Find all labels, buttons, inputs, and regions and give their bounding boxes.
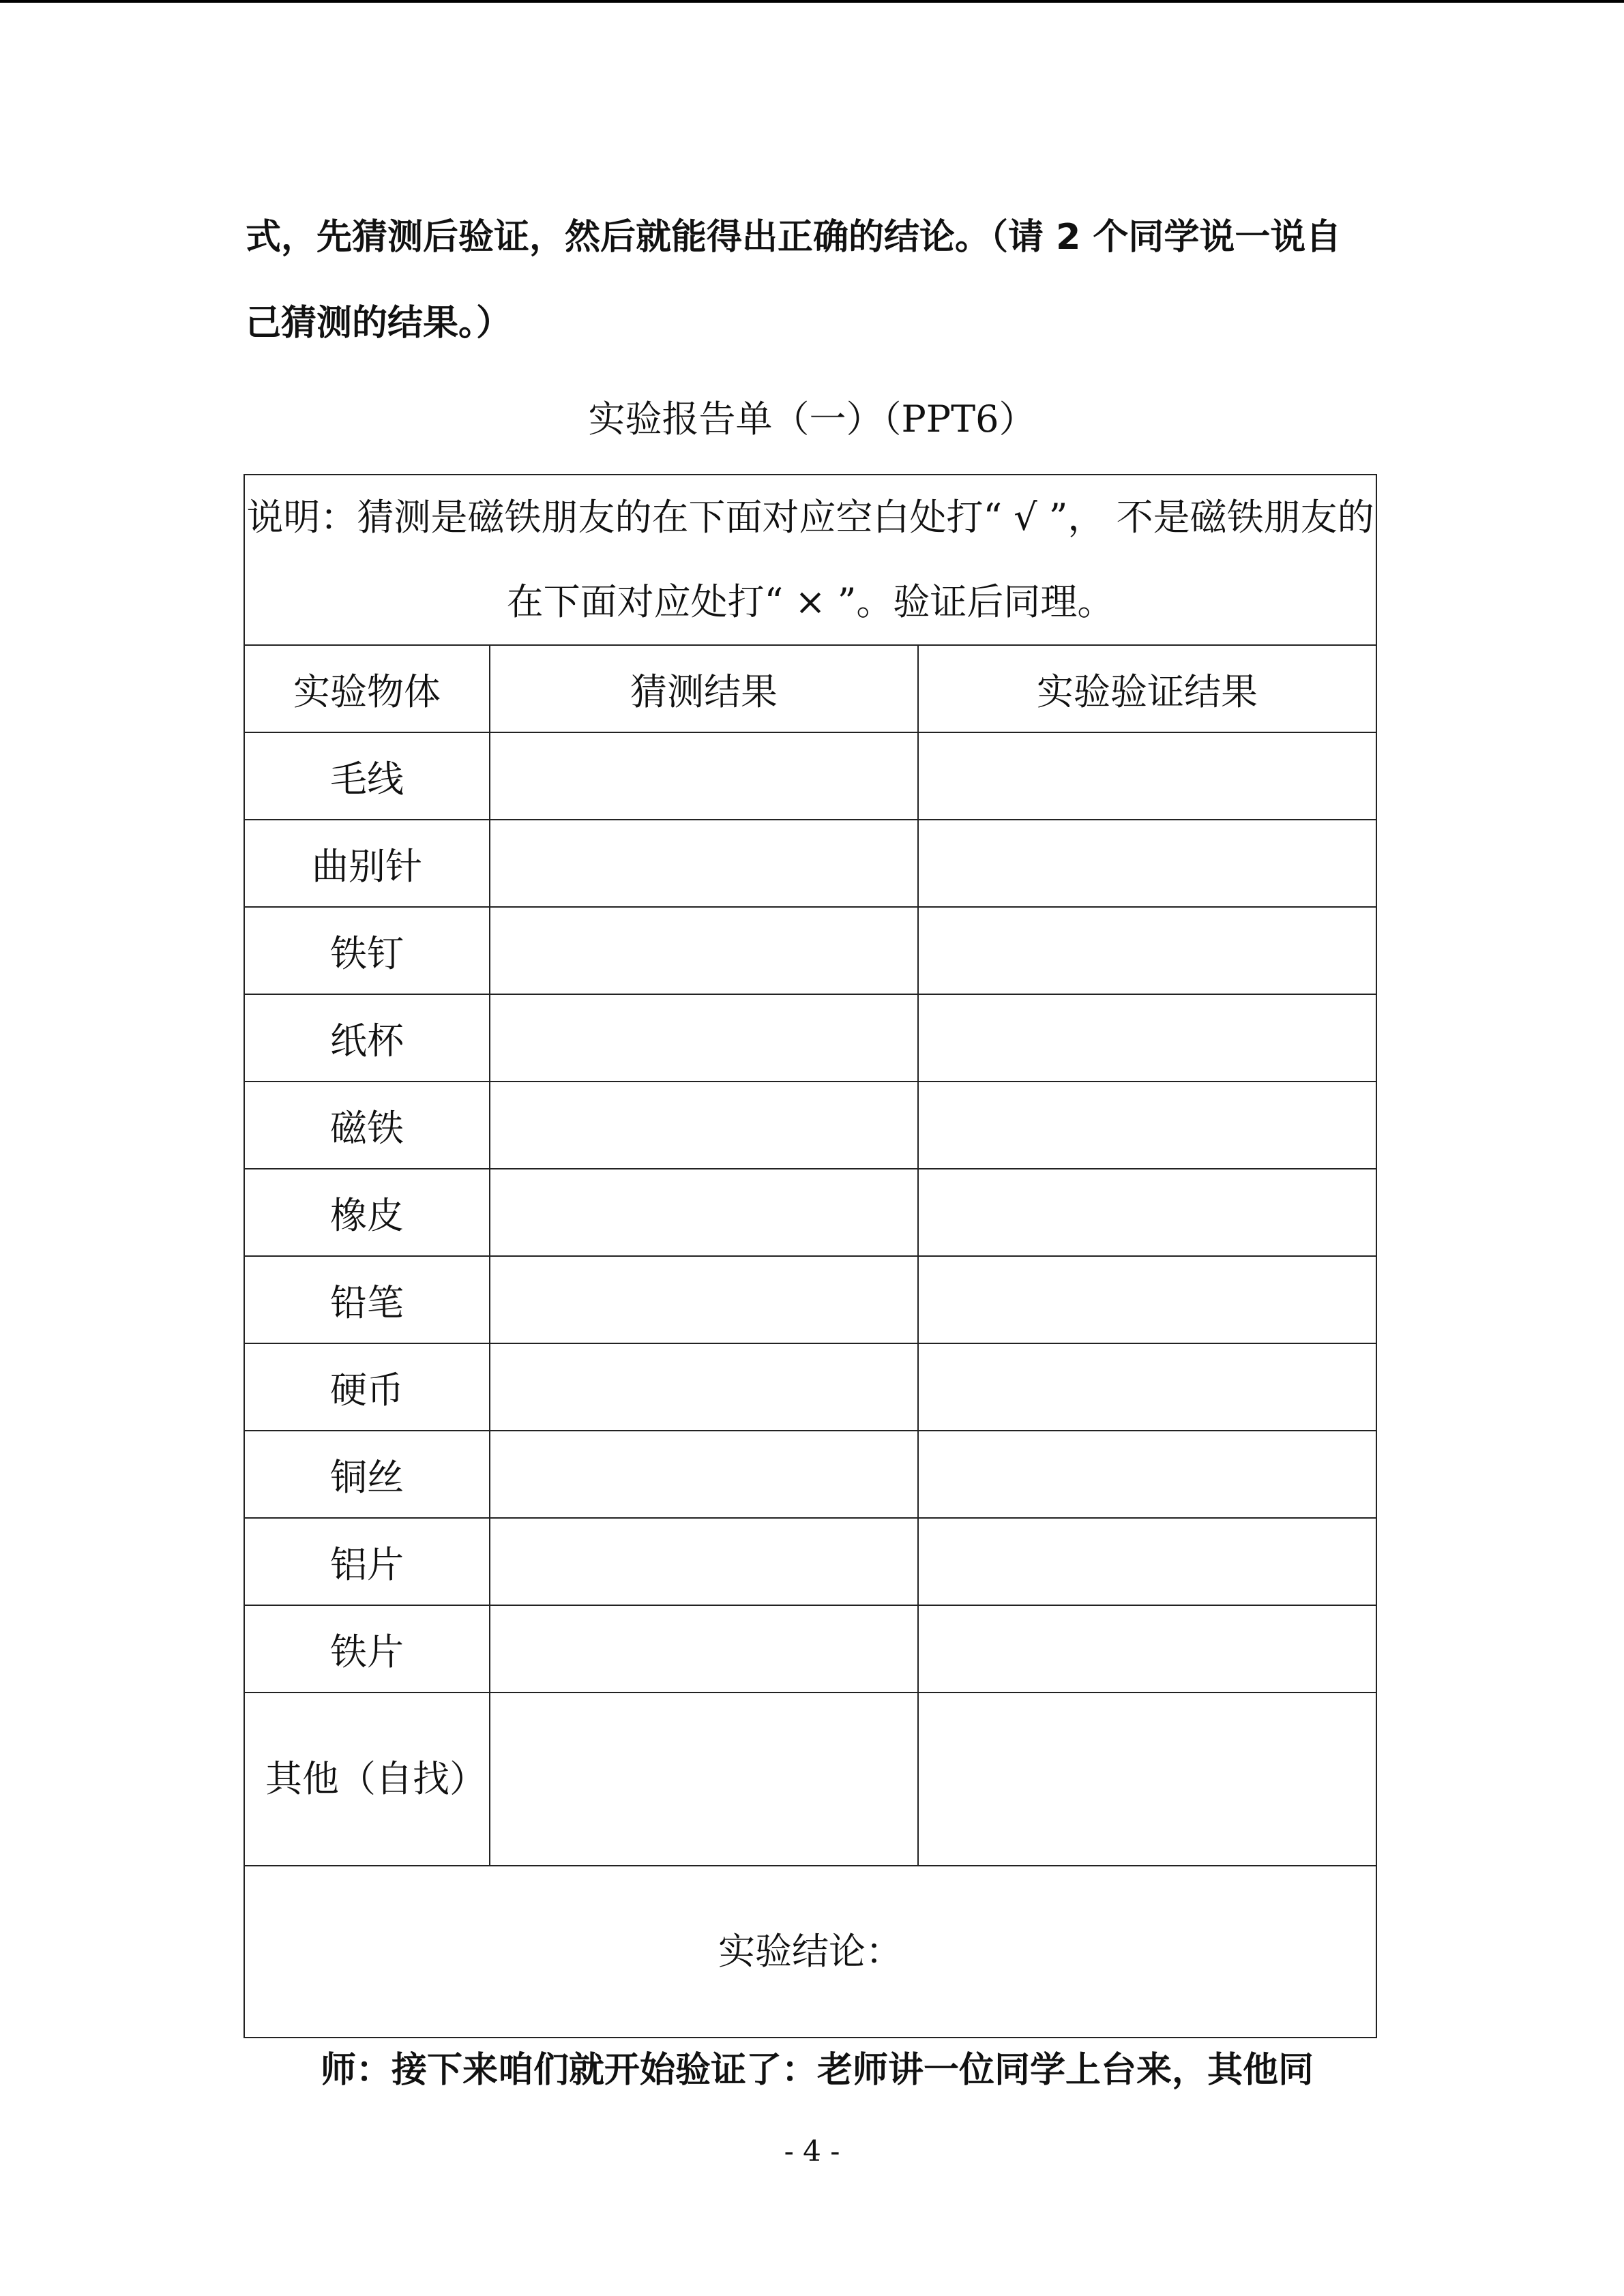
object-name: 曲别针	[244, 820, 490, 907]
table-row	[244, 1431, 1376, 1518]
verify-cell[interactable]	[918, 1169, 1376, 1256]
table-row	[244, 1343, 1376, 1431]
table-row	[244, 1256, 1376, 1343]
verify-cell[interactable]	[918, 1431, 1376, 1518]
header-object: 实验物体	[244, 645, 490, 732]
conclusion-cell[interactable]	[244, 1866, 1376, 2038]
table-row	[244, 994, 1376, 1082]
guess-cell[interactable]	[490, 1518, 918, 1605]
verify-cell[interactable]	[918, 732, 1376, 820]
object-name: 橡皮	[244, 1169, 490, 1256]
table-row-other	[244, 1693, 1376, 1866]
page-number: - 4 -	[784, 2134, 840, 2168]
verify-cell[interactable]	[918, 1082, 1376, 1169]
verify-cell[interactable]	[918, 1343, 1376, 1431]
object-name: 铁片	[244, 1605, 490, 1693]
object-name-other: 其他（自找）	[244, 1693, 490, 1866]
guess-cell[interactable]	[490, 994, 918, 1082]
guess-cell[interactable]	[490, 1605, 918, 1693]
report-title: 实验报告单（一）（PPT6）	[588, 398, 1036, 441]
guess-cell[interactable]	[490, 1343, 918, 1431]
object-name: 毛线	[244, 732, 490, 820]
header-row	[244, 645, 1376, 732]
object-name: 硬币	[244, 1343, 490, 1431]
object-name: 磁铁	[244, 1082, 490, 1169]
object-name: 铁钉	[244, 907, 490, 994]
teacher-line: 师：接下来咱们就开始验证了：老师讲一位同学上台来，其他同	[321, 2050, 1314, 2091]
guess-cell[interactable]	[490, 1431, 918, 1518]
table-row	[244, 732, 1376, 820]
guess-cell[interactable]	[490, 1082, 918, 1169]
header-verify: 实验验证结果	[918, 645, 1376, 732]
verify-cell[interactable]	[918, 1256, 1376, 1343]
guess-cell[interactable]	[490, 820, 918, 907]
conclusion-label: 实验结论：	[718, 1930, 903, 1973]
object-name: 铝片	[244, 1518, 490, 1605]
table-row	[244, 1605, 1376, 1693]
table-row	[244, 1082, 1376, 1169]
guess-cell[interactable]	[490, 1169, 918, 1256]
object-name: 纸杯	[244, 994, 490, 1082]
table-row	[244, 820, 1376, 907]
verify-cell[interactable]	[918, 1605, 1376, 1693]
guess-cell[interactable]	[490, 907, 918, 994]
guess-cell[interactable]	[490, 732, 918, 820]
intro-line-1: 式，先猜测后验证，然后就能得出正确的结论。（请 2 个同学说一说自	[246, 217, 1342, 258]
object-name: 铅笔	[244, 1256, 490, 1343]
object-name: 铜丝	[244, 1431, 490, 1518]
table-row	[244, 1169, 1376, 1256]
instructions-cell: 说明：猜测是磁铁朋友的在下面对应空白处打“ √ ”， 不是磁铁朋友的在下面对应处打“ × ”。验证后同理。	[244, 475, 1376, 645]
intro-line-2: 己猜测的结果。）	[246, 303, 512, 344]
table-row	[244, 1518, 1376, 1605]
verify-cell[interactable]	[918, 994, 1376, 1082]
verify-cell[interactable]	[918, 820, 1376, 907]
verify-cell[interactable]	[918, 1518, 1376, 1605]
guess-cell[interactable]	[490, 1256, 918, 1343]
verify-cell[interactable]	[918, 1693, 1376, 1866]
page-top-border	[0, 0, 1624, 3]
guess-cell[interactable]	[490, 1693, 918, 1866]
experiment-report-table	[243, 474, 1377, 2038]
table-row	[244, 907, 1376, 994]
verify-cell[interactable]	[918, 907, 1376, 994]
header-guess: 猜测结果	[490, 645, 918, 732]
